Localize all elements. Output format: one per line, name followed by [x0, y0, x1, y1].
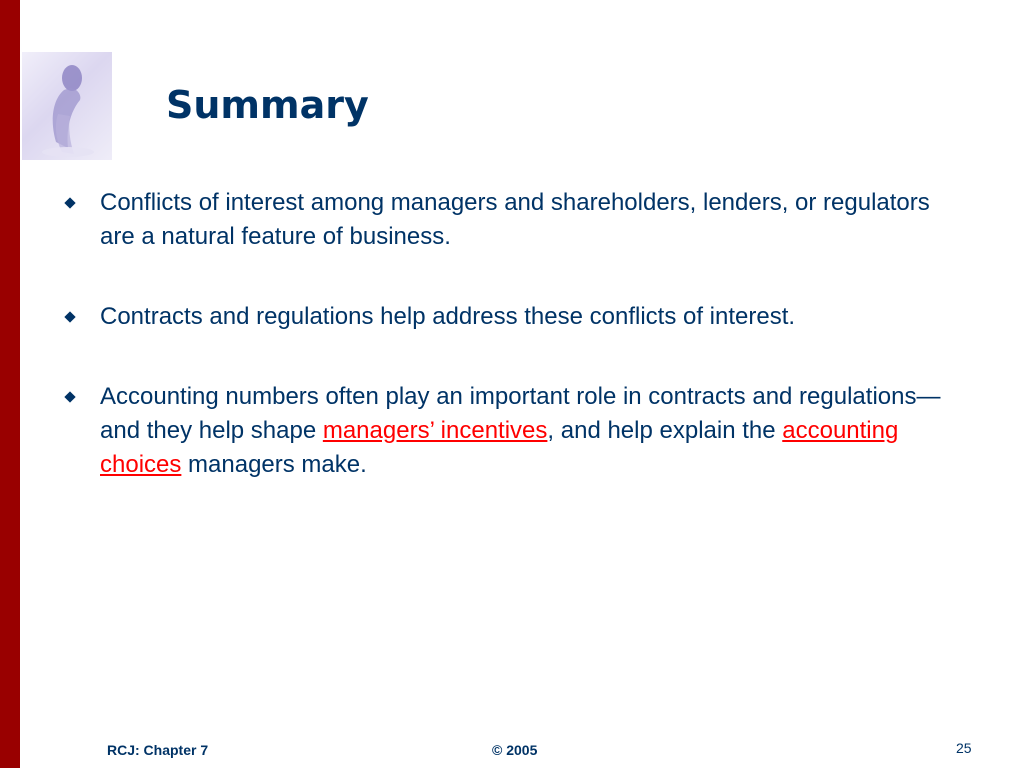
page-number: 25 — [956, 740, 972, 756]
silhouette-figure-icon — [22, 52, 112, 160]
bullet-item — [62, 300, 962, 334]
slide-title: Summary — [166, 83, 369, 127]
bullet-text-part: managers make. — [181, 451, 367, 478]
bullet-text: Contracts and regulations help address these conflicts of interest. — [100, 303, 796, 330]
bullet-text-part: Accounting numbers often play an important role in contracts and regulations—and they help shape — [100, 383, 941, 444]
accounting-choices-link[interactable]: accounting choices — [100, 417, 899, 478]
diamond-bullet-icon — [64, 311, 75, 322]
diamond-bullet-icon — [64, 391, 75, 402]
managers-incentives-link[interactable]: managers’ incentives — [322, 417, 548, 444]
bullet-item — [62, 380, 962, 482]
bullet-text: Conflicts of interest among managers and shareholders, lenders, or regulators are a natural feature of business. — [100, 189, 930, 250]
diamond-bullet-icon — [64, 197, 75, 208]
footer-chapter: RCJ: Chapter 7 — [107, 742, 209, 758]
bullet-list — [62, 186, 962, 528]
footer-copyright: © 2005 — [492, 742, 538, 758]
bullet-text-part: , and help explain the — [547, 417, 783, 444]
left-accent-bar — [0, 0, 20, 768]
bullet-item — [62, 186, 962, 254]
